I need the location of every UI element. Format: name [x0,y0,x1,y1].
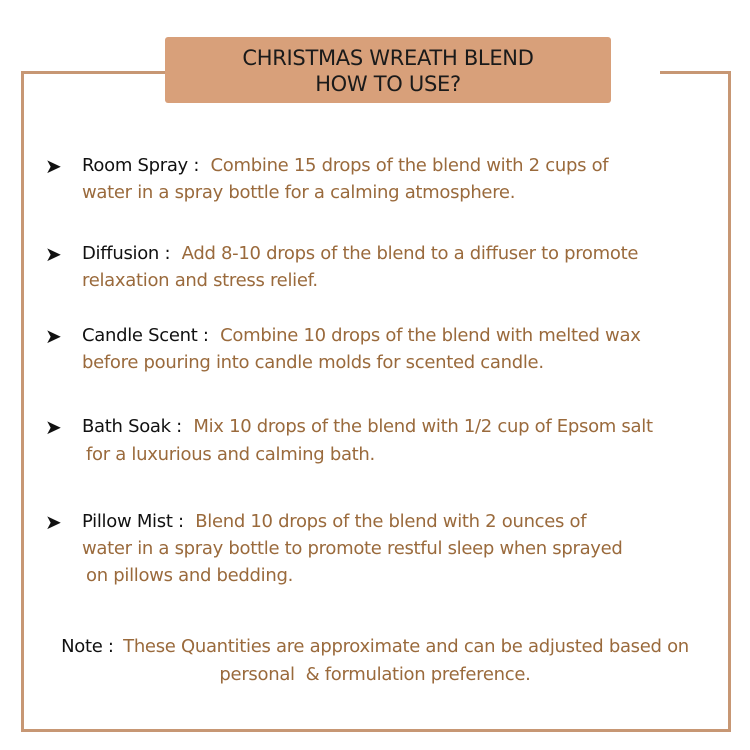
usage-item-text: for a luxurious and calming bath. [86,444,375,465]
usage-item-text: water in a spray bottle for a calming atmosphere. [82,182,516,203]
usage-item-text: Add 8-10 drops of the blend to a diffuser to promote [181,243,639,264]
frame-top-left-line [21,71,165,74]
frame-bottom-line [21,729,731,732]
usage-item-line [82,323,641,349]
usage-item-label: Pillow Mist : [82,511,184,532]
note-text: personal & formulation preference. [219,664,531,685]
note-block [0,633,750,689]
usage-item-text: before pouring into candle molds for scented candle. [82,352,544,373]
usage-item-text: water in a spray bottle to promote restful sleep when sprayed [82,538,623,559]
usage-item-label: Diffusion : [82,243,171,264]
arrow-bullet-icon: ➤ [45,510,62,534]
usage-item-text: relaxation and stress relief. [82,270,318,291]
usage-item-line [82,153,608,179]
page-title: CHRISTMAS WREATH BLEND [242,46,534,70]
usage-item-label: Candle Scent : [82,325,209,346]
usage-item-text: Mix 10 drops of the blend with 1/2 cup of Epsom salt [193,416,653,437]
note-text: These Quantities are approximate and can be adjusted based on [123,636,689,657]
usage-item-text: Blend 10 drops of the blend with 2 ounces of [195,511,587,532]
arrow-bullet-icon: ➤ [45,415,62,439]
arrow-bullet-icon: ➤ [45,324,62,348]
note-label: Note : [61,636,114,657]
note-line [0,633,750,661]
usage-item-line [82,241,638,267]
usage-item-text: Combine 10 drops of the blend with melted wax [220,325,641,346]
usage-item-label: Room Spray : [82,155,200,176]
usage-item-line [82,414,653,440]
usage-item-label: Bath Soak : [82,416,182,437]
usage-item-line [82,509,586,535]
arrow-bullet-icon: ➤ [45,154,62,178]
arrow-bullet-icon: ➤ [45,242,62,266]
usage-item-text: on pillows and bedding. [86,565,293,586]
frame-top-right-line [660,71,731,74]
title-banner [165,37,611,103]
usage-item-text: Combine 15 drops of the blend with 2 cups of [210,155,609,176]
page-subtitle: HOW TO USE? [315,72,461,96]
